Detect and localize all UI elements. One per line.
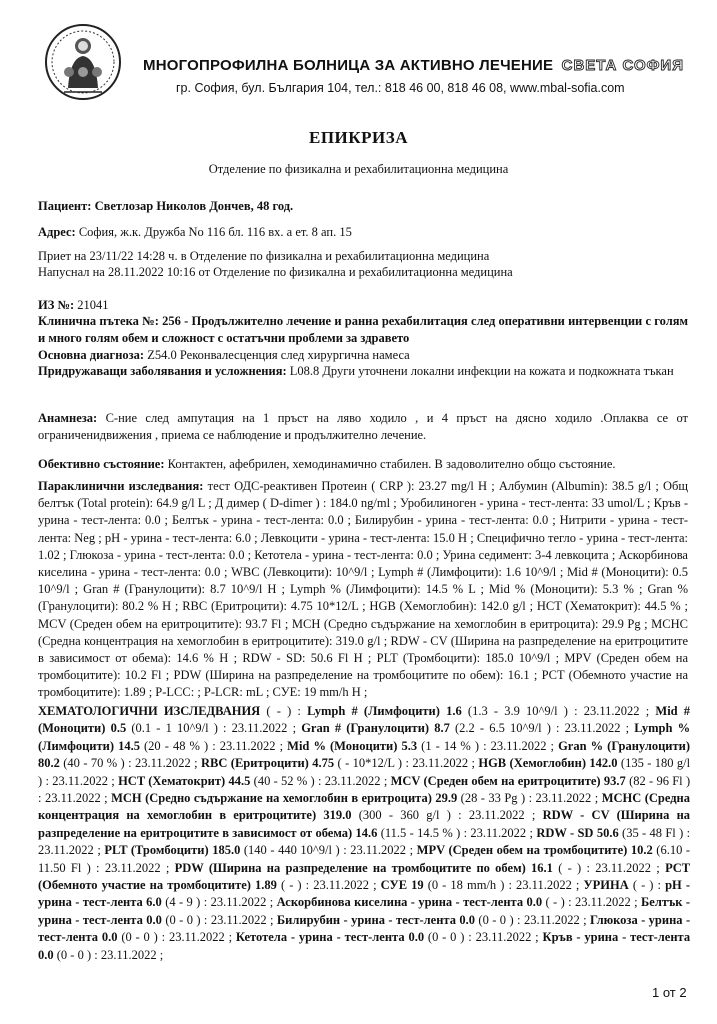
hospital-name-text: МНОГОПРОФИЛНА БОЛНИЦА ЗА АКТИВНО ЛЕЧЕНИЕ: [143, 57, 554, 74]
result-range: (28 - 33 Pg ) :: [460, 791, 533, 806]
result-range: (11.5 - 14.5 % ) :: [380, 825, 468, 840]
result-name: HCT (Хематокрит): [118, 773, 226, 788]
result-date: 23.11.2022 ;: [475, 930, 539, 945]
result-range: (0 - 0 ) :: [478, 912, 521, 927]
result-name: Mid % (Моноцити): [287, 738, 398, 753]
result-date: 23.11.2022 ;: [104, 860, 170, 875]
patient-line: [38, 198, 293, 214]
result-value: 1.89: [255, 878, 277, 893]
result-range: ( - 10*12/L ) :: [337, 756, 409, 771]
record-value: 21041: [77, 298, 109, 312]
hematology-result-item: [118, 774, 387, 788]
result-date: 23.11.2022 ;: [516, 878, 580, 893]
result-range: (40 - 70 % ) :: [63, 756, 132, 771]
result-range: (300 - 360 g/l ) :: [358, 808, 462, 823]
result-date: 23.11.2022 ;: [219, 738, 284, 753]
admission-line: Приет на 23/11/22 14:28 ч. в Отделение по физикална и рехабилитационна медицина: [38, 249, 490, 263]
result-name: СУЕ: [380, 878, 408, 893]
patient-value: Светлозар Николов Дончев, 48 год.: [94, 199, 294, 213]
result-name: PDW (Ширина на разпределение на тромбоцитите по обем): [174, 860, 526, 875]
result-date: 23.11.2022 ;: [168, 930, 233, 945]
result-range: (0.1 - 1 10^9/l ) :: [131, 721, 227, 736]
record-label: ИЗ №:: [38, 298, 75, 312]
hematology-result-item: [381, 878, 580, 892]
result-value: 0.0: [408, 930, 425, 945]
result-value: 0.0: [38, 947, 54, 962]
result-name: PLT (Тромбоцити): [104, 843, 209, 858]
result-name: PCT (Обемното участие на тромбоцитите): [38, 860, 691, 893]
main-diagnosis-line: [38, 347, 410, 363]
result-range: (40 - 52 % ) :: [253, 773, 322, 788]
result-name: MCH (Средно съдържание на хемоглобин в еритроцита): [111, 791, 432, 806]
result-range: (0 - 0 ) :: [427, 930, 472, 945]
result-date: 23.11.2022 ;: [210, 895, 274, 910]
result-value: 0.0: [526, 895, 543, 910]
result-range: (0 - 18 mm/h ) :: [427, 878, 512, 893]
hospital-logo-icon: [44, 22, 122, 102]
result-name: MCV (Среден обем на еритроцитите): [390, 773, 601, 788]
result-value: 14.5: [118, 738, 140, 753]
result-range: (35 - 48 Fl ) :: [622, 825, 691, 840]
page-number: 1 от 2: [652, 985, 687, 1000]
result-date: 23.11.2022 ;: [100, 947, 164, 962]
result-date: 23.11.2022 ;: [412, 756, 475, 771]
result-range: (1.3 - 3.9 10^9/l ) :: [467, 704, 578, 718]
hematology-result-item: [301, 721, 629, 735]
result-name: Lymph % (Лимфоцити): [38, 721, 691, 753]
result-value: 80.2: [38, 756, 60, 771]
result-name: Билирубин - урина - тест-лента: [276, 912, 456, 927]
address-label: Адрес:: [38, 225, 76, 239]
result-value: 44.5: [228, 773, 251, 788]
result-name: Глюкоза - урина - тест-лента: [38, 912, 691, 945]
result-value: 5.3: [401, 738, 418, 753]
result-name: Кръв - урина - тест-лента: [542, 930, 691, 945]
result-name: RBC (Еритроцити): [201, 756, 309, 771]
hematology-result-item: [307, 704, 649, 718]
urine-result-item: [277, 913, 587, 927]
hematology-result-item: [201, 756, 475, 770]
result-value: 0.5: [110, 721, 127, 736]
result-value: 8.7: [434, 721, 450, 736]
objective-line: [38, 456, 616, 472]
anamnesis-label: Анамнеза:: [38, 411, 98, 425]
main-diagnosis-value: Z54.0 Реконвалесценция след хирургична намеса: [147, 348, 410, 362]
result-date: 23.11.2022 ;: [38, 843, 101, 858]
address-value: София, ж.к. Дружба No 116 бл. 116 вх. а ет. 8 ап. 15: [78, 225, 352, 239]
paraclinical-value: тест ОДС-реактивен Протеин ( CRP ): 23.27 mg/l H ; Албумин (Albumin): 38.5 g/l ; Общ белтък (Total protein): 64.9 g/l L ; Д димер ( D-dimer ) : 184.0 ng/ml ; Уробилиноген - урина - тест-лента: 33 umol/L ; Кръв - урина - тест-лента: 0.0 ; Белтък - урина - тест-лента: 0.0 ; Билирубин - урина - тест-лента: 0.0 ; Нитрити - урина - тест-лента: Neg ; pH - урина - тест-лента: 6.0 ; Левкоцити - урина - тест-лента: 15.0 H ; Специфично тегло - урина - тест-лента: 1.02 ; Глюкоза - урина - тест-лента: 0.0 ; Кетотела - урина - тест-лента: 0.0 ; Урина седимент: 3-4 левкоцита ; Аскорбинова киселина - урина - тест-лента: 0.0 ; WBC (Левкоцити): 10^9/l ; Lymph # (Лимфоцити): 1.6 10^9/l ; Mid # (Моноцити): 0.5 10^9/l ; Gran # (Гранулоцити): 8.7 10^9/l H ; Lymph % (Лимфоцити): 14.5 % L ; Mid % (Моноцити): 5.3 % ; Gran % (Гранулоцити): 80.2 % H ; RBC (Еритроцити): 4.75 10*12/L ; HGB (Хемоглобин): 142.0 g/l ; HCT (Хематокрит): 44.5 % ; MCV (Среден обем на еритроцитите): 93.7 Fl ; MCH (Средно съдържание на хемоглобин в еритроцита): 29.9 Pg ; MCHC (Средна концентрация на хемоглобин в еритроцитите): 319.0 g/l ; RDW - CV (Ширина на разпределение на еритроцитите в зависимост от обема): 14.6 % H ; RDW - SD: 50.6 Fl H ; PLT (Тромбоцити): 185.0 10^9/l ; MPV (Среден обем на тромбоцитите): 10.2 Fl ; PDW (Ширина на разпределение на тромбоцитите по обем): 16.1 ; PCT (Обемното участие на тромбоцитите): 1.89 ; P-LCC: ; P-LCR: mL ; СУЕ: 19 mm/h H ;: [38, 479, 689, 700]
paraclinical-label: Параклинични изследвания:: [38, 479, 204, 493]
result-value: 14.6: [355, 825, 378, 840]
urine-heading: УРИНА: [583, 878, 629, 893]
urine-result-item: [236, 930, 539, 944]
result-range: (82 - 96 Fl ) :: [38, 773, 691, 806]
result-value: 50.6: [596, 825, 619, 840]
result-value: 16.1: [531, 860, 553, 875]
result-value: 319.0: [323, 808, 352, 823]
paraclinical-block: [38, 478, 688, 702]
hematology-result-item: [287, 739, 554, 753]
patient-label: Пациент:: [38, 199, 92, 213]
result-name: Кетотела - урина - тест-лента: [235, 930, 405, 945]
result-range: (0 - 0 ) :: [56, 947, 98, 962]
hematology-heading-range: ( - ) :: [266, 704, 301, 718]
result-value: 1.6: [446, 704, 462, 718]
result-value: 29.9: [435, 791, 458, 806]
lab-results-block: [38, 703, 690, 964]
hematology-heading: ХЕМАТОЛОГИЧНИ ИЗСЛЕДВАНИЯ: [38, 704, 261, 718]
result-name: HGB (Хемоглобин): [478, 756, 586, 771]
result-range: ( - ) :: [545, 895, 572, 910]
result-range: ( - ) :: [280, 878, 310, 893]
result-date: 23.11.2022 ;: [595, 860, 660, 875]
result-date: 23.11.2022 ;: [52, 773, 115, 788]
hospital-name: [143, 57, 684, 74]
result-value: 19: [411, 878, 424, 893]
clinical-path: Клинична пътека №: 256 - Продължително лечение и ранна рехабилитация след оперативни интервенции с голям и много голям обем и сложност с остатъчни проблеми за здравето: [38, 314, 688, 345]
department-line: Отделение по физикална и рехабилитационна медицина: [208, 162, 509, 176]
anamnesis-block: [38, 410, 688, 444]
result-name: RDW - SD: [536, 825, 594, 840]
result-name: Lymph # (Лимфоцити): [307, 704, 440, 718]
result-name: Mid # (Моноцити): [38, 704, 691, 736]
result-value: 0.0: [101, 930, 118, 945]
result-range: (140 - 440 10^9/l ) :: [243, 843, 347, 858]
result-range: (1 - 14 % ) :: [421, 738, 487, 753]
result-date: 23.11.2022 ;: [564, 721, 630, 736]
result-date: 23.11.2022 ;: [210, 912, 274, 927]
urine-result-item: [277, 895, 638, 909]
result-range: (6.10 - 11.50 Fl ) :: [38, 843, 691, 875]
result-name: pH - урина - тест-лента: [38, 878, 691, 910]
objective-label: Обективно състояние:: [38, 457, 165, 471]
result-date: 23.11.2022 ;: [313, 878, 377, 893]
hospital-brand: СВЕТА СОФИЯ: [561, 57, 684, 74]
address-line: [38, 224, 352, 240]
result-name: MPV (Среден обем на тромбоцитите): [416, 843, 628, 858]
record-number-line: [38, 297, 109, 313]
result-name: Белтък - урина - тест-лента: [38, 895, 691, 927]
result-date: 23.11.2022 ;: [523, 912, 587, 927]
result-value: 10.2: [630, 843, 653, 858]
anamnesis-value: С-ние след ампутация на 1 пръст на ляво ходило , и 4 пръст на дясно ходило .Оплаква се от ограниченидвижения , приема се наблюдение и продължително лечение.: [38, 411, 689, 442]
result-range: (0 - 0 ) :: [165, 912, 208, 927]
result-date: 23.11.2022 ;: [583, 704, 650, 718]
result-name: Gran # (Гранулоцити): [301, 721, 430, 736]
hematology-result-item: [111, 791, 598, 805]
result-value: 4.75: [312, 756, 335, 771]
objective-value: Контактен, афебрилен, хемодинамично стабилен. В задоволително общо състояние.: [167, 457, 616, 471]
result-range: (20 - 48 % ) :: [144, 738, 216, 753]
result-name: Gran % (Гранулоцити): [558, 738, 691, 753]
comorbidities-label: Придружаващи заболявания и усложнения:: [38, 364, 287, 378]
hematology-result-item: [104, 843, 413, 857]
result-date: 23.11.2022 ;: [470, 825, 533, 840]
result-date: 23.11.2022 ;: [231, 721, 297, 736]
comorbidities-value: L08.8 Други уточнени локални инфекции на кожата и подкожната тъкан: [289, 364, 674, 378]
result-value: 6.0: [146, 895, 162, 910]
result-value: 185.0: [212, 843, 241, 858]
urine-heading-range: ( - ) :: [632, 878, 662, 893]
result-range: (135 - 180 g/l ) :: [38, 756, 691, 788]
result-date: 23.11.2022 ;: [490, 738, 554, 753]
result-date: 23.11.2022 ;: [134, 756, 198, 771]
result-date: 23.11.2022 ;: [468, 808, 536, 823]
result-date: 23.11.2022 ;: [575, 895, 638, 910]
result-name: RDW - CV (Ширина на разпределение на еритроцитите в зависимост от обема): [38, 808, 691, 840]
result-range: (4 - 9 ) :: [165, 895, 208, 910]
result-value: 0.0: [459, 912, 475, 927]
result-date: 23.11.2022 ;: [535, 791, 599, 806]
result-value: 142.0: [589, 756, 618, 771]
result-date: 23.11.2022 ;: [44, 791, 108, 806]
hospital-address-line: гр. София, бул. България 104, тел.: 818 46 00, 818 46 08, www.mbal-sofia.com: [176, 81, 625, 95]
hematology-result-item: [175, 861, 660, 875]
result-value: 0.0: [146, 912, 162, 927]
document-title: ЕПИКРИЗА: [309, 128, 408, 147]
result-range: ( - ) :: [558, 860, 590, 875]
result-date: 23.11.2022 ;: [324, 773, 388, 788]
main-diagnosis-label: Основна диагноза:: [38, 348, 145, 362]
comorbidities-line: [38, 363, 688, 380]
result-value: 93.7: [603, 773, 626, 788]
result-range: (0 - 0 ) :: [121, 930, 166, 945]
result-name: Аскорбинова киселина - урина - тест-лента: [276, 895, 524, 910]
discharge-line: Напуснал на 28.11.2022 10:16 от Отделение по физикална и рехабилитационна медицина: [38, 265, 513, 279]
result-range: (2.2 - 6.5 10^9/l ) :: [455, 721, 560, 736]
result-date: 23.11.2022 ;: [350, 843, 414, 858]
result-name: MCHC (Средна концентрация на хемоглобин в еритроцитите): [38, 791, 691, 823]
